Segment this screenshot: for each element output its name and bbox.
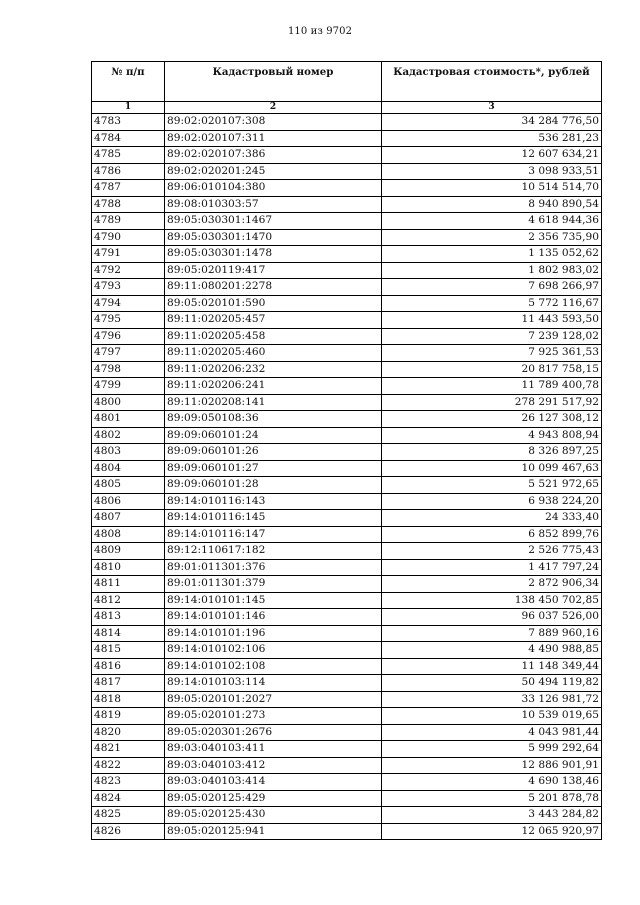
table-row: [92, 741, 602, 758]
table-row: [92, 147, 602, 164]
row-number-cell: 4799: [92, 378, 165, 395]
row-number-cell: 4790: [92, 229, 165, 246]
table-row: [92, 592, 602, 609]
row-number-cell: 4792: [92, 262, 165, 279]
table-row: [92, 724, 602, 741]
row-number-cell: 4788: [92, 196, 165, 213]
row-number-cell: 4785: [92, 147, 165, 164]
cadastral-value-cell: 6 852 899,76: [382, 526, 602, 543]
cadastral-value-cell: 10 539 019,65: [382, 708, 602, 725]
cadastral-number-cell: 89:11:020208:141: [165, 394, 382, 411]
header-row: [92, 62, 602, 102]
cadastral-number-cell: 89:14:010102:106: [165, 642, 382, 659]
row-number-cell: 4808: [92, 526, 165, 543]
table-row: [92, 576, 602, 593]
cadastral-number-cell: 89:05:020101:590: [165, 295, 382, 312]
cadastral-value-cell: 7 889 960,16: [382, 625, 602, 642]
cadastral-value-cell: 7 239 128,02: [382, 328, 602, 345]
row-number-cell: 4809: [92, 543, 165, 560]
cadastral-number-cell: 89:11:020205:460: [165, 345, 382, 362]
cadastral-value-cell: 24 333,40: [382, 510, 602, 527]
row-number-cell: 4812: [92, 592, 165, 609]
cadastral-value-cell: 10 514 514,70: [382, 180, 602, 197]
row-number-cell: 4810: [92, 559, 165, 576]
cadastral-number-cell: 89:11:020205:457: [165, 312, 382, 329]
page-counter: 110 из 9702: [287, 26, 353, 37]
table-row: [92, 642, 602, 659]
cadastral-number-cell: 89:14:010101:145: [165, 592, 382, 609]
row-number-cell: 4794: [92, 295, 165, 312]
table-row: [92, 691, 602, 708]
cadastral-value-cell: 3 443 284,82: [382, 807, 602, 824]
table-header: [92, 62, 602, 114]
row-number-cell: 4795: [92, 312, 165, 329]
row-number-cell: 4783: [92, 114, 165, 131]
cadastral-value-cell: 26 127 308,12: [382, 411, 602, 428]
table-row: [92, 262, 602, 279]
column-number-1: 1: [92, 102, 165, 114]
row-number-cell: 4798: [92, 361, 165, 378]
cadastral-value-cell: 34 284 776,50: [382, 114, 602, 131]
cadastral-value-cell: 8 940 890,54: [382, 196, 602, 213]
row-number-cell: 4806: [92, 493, 165, 510]
cadastral-number-cell: 89:09:060101:27: [165, 460, 382, 477]
row-number-cell: 4787: [92, 180, 165, 197]
cadastral-number-cell: 89:06:010104:380: [165, 180, 382, 197]
cadastral-number-cell: 89:05:020301:2676: [165, 724, 382, 741]
cadastral-value-cell: 2 526 775,43: [382, 543, 602, 560]
row-number-cell: 4819: [92, 708, 165, 725]
cadastral-value-cell: 1 802 983,02: [382, 262, 602, 279]
cadastral-number-cell: 89:05:030301:1467: [165, 213, 382, 230]
cadastral-number-cell: 89:14:010102:108: [165, 658, 382, 675]
row-number-cell: 4801: [92, 411, 165, 428]
row-number-cell: 4784: [92, 130, 165, 147]
table-row: [92, 658, 602, 675]
cadastral-number-cell: 89:05:020101:273: [165, 708, 382, 725]
row-number-cell: 4807: [92, 510, 165, 527]
cadastral-number-cell: 89:05:020119:417: [165, 262, 382, 279]
cadastral-value-cell: 12 607 634,21: [382, 147, 602, 164]
cadastral-number-cell: 89:11:020206:241: [165, 378, 382, 395]
cadastral-value-cell: 6 938 224,20: [382, 493, 602, 510]
cadastral-number-cell: 89:02:020107:386: [165, 147, 382, 164]
row-number-cell: 4803: [92, 444, 165, 461]
table-row: [92, 163, 602, 180]
column-number-3: 3: [382, 102, 602, 114]
header-cadastral-number: Кадастровый номер: [165, 62, 382, 102]
table-row: [92, 328, 602, 345]
table-row: [92, 411, 602, 428]
row-number-cell: 4805: [92, 477, 165, 494]
table-row: [92, 361, 602, 378]
cadastral-value-cell: 3 098 933,51: [382, 163, 602, 180]
cadastral-value-cell: 8 326 897,25: [382, 444, 602, 461]
table-row: [92, 807, 602, 824]
cadastral-number-cell: 89:02:020107:311: [165, 130, 382, 147]
header-cadastral-value: Кадастровая стоимость*, рублей: [382, 62, 602, 102]
table-row: [92, 477, 602, 494]
table-row: [92, 526, 602, 543]
table-row: [92, 559, 602, 576]
cadastral-value-cell: 278 291 517,92: [382, 394, 602, 411]
table-row: [92, 196, 602, 213]
table-row: [92, 774, 602, 791]
cadastral-number-cell: 89:14:010116:147: [165, 526, 382, 543]
cadastral-value-cell: 10 099 467,63: [382, 460, 602, 477]
row-number-cell: 4804: [92, 460, 165, 477]
cadastral-value-cell: 11 789 400,78: [382, 378, 602, 395]
cadastral-number-cell: 89:09:050108:36: [165, 411, 382, 428]
row-number-cell: 4796: [92, 328, 165, 345]
cadastral-value-cell: 12 065 920,97: [382, 823, 602, 840]
cadastral-value-cell: 12 886 901,91: [382, 757, 602, 774]
table-body: [92, 114, 602, 840]
cadastral-value-table: [91, 61, 602, 840]
cadastral-number-cell: 89:14:010103:114: [165, 675, 382, 692]
cadastral-number-cell: 89:03:040103:414: [165, 774, 382, 791]
row-number-cell: 4797: [92, 345, 165, 362]
cadastral-number-cell: 89:11:080201:2278: [165, 279, 382, 296]
cadastral-value-cell: 4 618 944,36: [382, 213, 602, 230]
table-row: [92, 312, 602, 329]
cadastral-value-cell: 5 201 878,78: [382, 790, 602, 807]
cadastral-value-cell: 7 698 266,97: [382, 279, 602, 296]
table-row: [92, 279, 602, 296]
cadastral-number-cell: 89:01:011301:376: [165, 559, 382, 576]
cadastral-value-cell: 5 521 972,65: [382, 477, 602, 494]
cadastral-value-cell: 11 443 593,50: [382, 312, 602, 329]
cadastral-value-cell: 50 494 119,82: [382, 675, 602, 692]
cadastral-value-cell: 138 450 702,85: [382, 592, 602, 609]
table-row: [92, 213, 602, 230]
cadastral-number-cell: 89:14:010101:196: [165, 625, 382, 642]
cadastral-value-cell: 536 281,23: [382, 130, 602, 147]
table-row: [92, 180, 602, 197]
row-number-cell: 4820: [92, 724, 165, 741]
cadastral-value-cell: 96 037 526,00: [382, 609, 602, 626]
cadastral-value-cell: 4 043 981,44: [382, 724, 602, 741]
row-number-cell: 4800: [92, 394, 165, 411]
cadastral-value-cell: 5 772 116,67: [382, 295, 602, 312]
cadastral-value-cell: 20 817 758,15: [382, 361, 602, 378]
table-row: [92, 757, 602, 774]
cadastral-number-cell: 89:03:040103:412: [165, 757, 382, 774]
cadastral-value-cell: 33 126 981,72: [382, 691, 602, 708]
cadastral-value-cell: 4 943 808,94: [382, 427, 602, 444]
table-row: [92, 114, 602, 131]
cadastral-number-cell: 89:08:010303:57: [165, 196, 382, 213]
table-row: [92, 427, 602, 444]
table-row: [92, 675, 602, 692]
cadastral-number-cell: 89:02:020201:245: [165, 163, 382, 180]
column-number-row: [92, 102, 602, 114]
cadastral-number-cell: 89:05:030301:1478: [165, 246, 382, 263]
table-row: [92, 130, 602, 147]
row-number-cell: 4791: [92, 246, 165, 263]
header-row-number: № п/п: [92, 62, 165, 102]
row-number-cell: 4826: [92, 823, 165, 840]
cadastral-value-cell: 11 148 349,44: [382, 658, 602, 675]
row-number-cell: 4822: [92, 757, 165, 774]
row-number-cell: 4811: [92, 576, 165, 593]
cadastral-number-cell: 89:02:020107:308: [165, 114, 382, 131]
row-number-cell: 4814: [92, 625, 165, 642]
table-row: [92, 394, 602, 411]
table-row: [92, 543, 602, 560]
cadastral-number-cell: 89:09:060101:26: [165, 444, 382, 461]
cadastral-number-cell: 89:11:020205:458: [165, 328, 382, 345]
cadastral-number-cell: 89:14:010116:143: [165, 493, 382, 510]
table-row: [92, 295, 602, 312]
cadastral-number-cell: 89:05:020125:941: [165, 823, 382, 840]
table-row: [92, 609, 602, 626]
table-row: [92, 510, 602, 527]
row-number-cell: 4816: [92, 658, 165, 675]
table-row: [92, 345, 602, 362]
table-row: [92, 708, 602, 725]
table-row: [92, 378, 602, 395]
cadastral-value-cell: 2 356 735,90: [382, 229, 602, 246]
table-row: [92, 460, 602, 477]
cadastral-value-cell: 1 417 797,24: [382, 559, 602, 576]
cadastral-number-cell: 89:09:060101:24: [165, 427, 382, 444]
row-number-cell: 4793: [92, 279, 165, 296]
cadastral-number-cell: 89:05:020125:429: [165, 790, 382, 807]
row-number-cell: 4786: [92, 163, 165, 180]
row-number-cell: 4789: [92, 213, 165, 230]
column-number-2: 2: [165, 102, 382, 114]
table-row: [92, 444, 602, 461]
cadastral-number-cell: 89:01:011301:379: [165, 576, 382, 593]
table-row: [92, 625, 602, 642]
cadastral-number-cell: 89:12:110617:182: [165, 543, 382, 560]
cadastral-number-cell: 89:14:010116:145: [165, 510, 382, 527]
cadastral-number-cell: 89:03:040103:411: [165, 741, 382, 758]
table-row: [92, 493, 602, 510]
cadastral-value-cell: 4 690 138,46: [382, 774, 602, 791]
row-number-cell: 4815: [92, 642, 165, 659]
table-row: [92, 823, 602, 840]
row-number-cell: 4813: [92, 609, 165, 626]
cadastral-number-cell: 89:05:030301:1470: [165, 229, 382, 246]
row-number-cell: 4823: [92, 774, 165, 791]
cadastral-number-cell: 89:09:060101:28: [165, 477, 382, 494]
row-number-cell: 4818: [92, 691, 165, 708]
table-row: [92, 229, 602, 246]
cadastral-value-cell: 4 490 988,85: [382, 642, 602, 659]
row-number-cell: 4825: [92, 807, 165, 824]
cadastral-value-cell: 5 999 292,64: [382, 741, 602, 758]
cadastral-number-cell: 89:05:020125:430: [165, 807, 382, 824]
cadastral-number-cell: 89:11:020206:232: [165, 361, 382, 378]
cadastral-value-cell: 2 872 906,34: [382, 576, 602, 593]
cadastral-number-cell: 89:05:020101:2027: [165, 691, 382, 708]
cadastral-value-cell: 1 135 052,62: [382, 246, 602, 263]
row-number-cell: 4821: [92, 741, 165, 758]
cadastral-value-cell: 7 925 361,53: [382, 345, 602, 362]
cadastral-number-cell: 89:14:010101:146: [165, 609, 382, 626]
row-number-cell: 4802: [92, 427, 165, 444]
row-number-cell: 4817: [92, 675, 165, 692]
row-number-cell: 4824: [92, 790, 165, 807]
table-row: [92, 246, 602, 263]
table-row: [92, 790, 602, 807]
